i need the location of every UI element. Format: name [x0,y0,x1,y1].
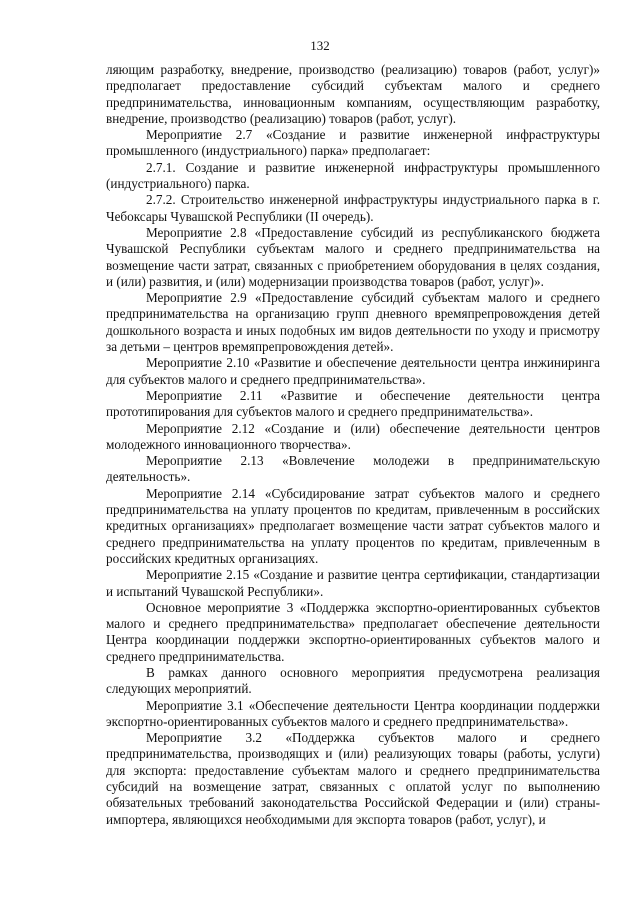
paragraph-measure-2-9: Мероприятие 2.9 «Предоставление субсидий субъектам малого и среднего предпринимательства на организацию групп дневного времяпрепровождения детей дошкольного возраста и иных подобных им видов деятельности по уходу и присмотру за детьми – центров времяпрепровождения детей». [106,290,600,355]
paragraph-measure-2-14: Мероприятие 2.14 «Субсидирование затрат субъектов малого и среднего предпринимательства на уплату процентов по кредитам, привлеченным в российских кредитных организациях» предполагает возмещение части затрат субъектов малого и среднего предпринимательства на уплату процентов по кредитам, привлеченным в российских кредитных организациях. [106,485,600,566]
paragraph-measure-3-1: Мероприятие 3.1 «Обеспечение деятельности Центра координации поддержки экспортно-ориентированных субъектов малого и среднего предпринимательства». [106,697,600,729]
paragraph-measure-2-12: Мероприятие 2.12 «Создание и (или) обеспечение деятельности центров молодежного инновационного творчества». [106,420,600,452]
paragraph-item-2-7-2: 2.7.2. Строительство инженерной инфраструктуры индустриального парка в г. Чебоксары Чувашской Республики (II очередь). [106,192,600,224]
paragraph-main-measure-3: Основное мероприятие 3 «Поддержка экспортно-ориентированных субъектов малого и среднего предпринимательства» предполагает обеспечение деятельности Центра координации поддержки экспортно-ориентированных субъектов малого и среднего предпринимательства. [106,599,600,664]
paragraph-continuation: ляющим разработку, внедрение, производство (реализацию) товаров (работ, услуг)» предполагает предоставление субсидий субъектам малого и среднего предпринимательства, инновационным компаниям, осуществляющим разработку, внедрение, производство (реализацию) товаров (работ, услуг). [106,62,600,126]
paragraph-measure-2-7: Мероприятие 2.7 «Создание и развитие инженерной инфраструктуры промышленного (индустриального) парка» предполагает: [106,127,600,159]
paragraph-measure-2-10: Мероприятие 2.10 «Развитие и обеспечение деятельности центра инжиниринга для субъектов малого и среднего предпринимательства». [106,355,600,387]
paragraph-measure-2-13: Мероприятие 2.13 «Вовлечение молодежи в предпринимательскую деятельность». [106,453,600,485]
paragraph-measure-2-15: Мероприятие 2.15 «Создание и развитие центра сертификации, стандартизации и испытаний Чувашской Республики». [106,567,600,599]
page-number: 132 [310,38,330,53]
paragraph-framework: В рамках данного основного мероприятия предусмотрена реализация следующих мероприятий. [106,664,600,697]
paragraph-item-2-7-1: 2.7.1. Создание и развитие инженерной инфраструктуры промышленного (индустриального) парка. [106,159,600,192]
paragraph-measure-3-2: Мероприятие 3.2 «Поддержка субъектов малого и среднего предпринимательства, производящих и (или) реализующих товары (работы, услуги) для экспорта: предоставление субъектам малого и среднего предпринимательства субсидий на возмещение затрат, связанных с оплатой услуг по выполнению обязательных требований законодательства Российской Федерации и (или) страны-импортера, являющихся необходимыми для экспорта товаров (работ, услуг), и [106,730,600,827]
paragraph-measure-2-11: Мероприятие 2.11 «Развитие и обеспечение деятельности центра прототипирования для субъектов малого и среднего предпринимательства». [106,387,600,420]
document-body [106,62,600,828]
paragraph-measure-2-8: Мероприятие 2.8 «Предоставление субсидий из республиканского бюджета Чувашской Республики субъектам малого и среднего предпринимательства на возмещение части затрат, связанных с приобретением оборудования в целях создания, и (или) развития, и (или) модернизации производства товаров (работ, услуг)». [106,224,600,289]
